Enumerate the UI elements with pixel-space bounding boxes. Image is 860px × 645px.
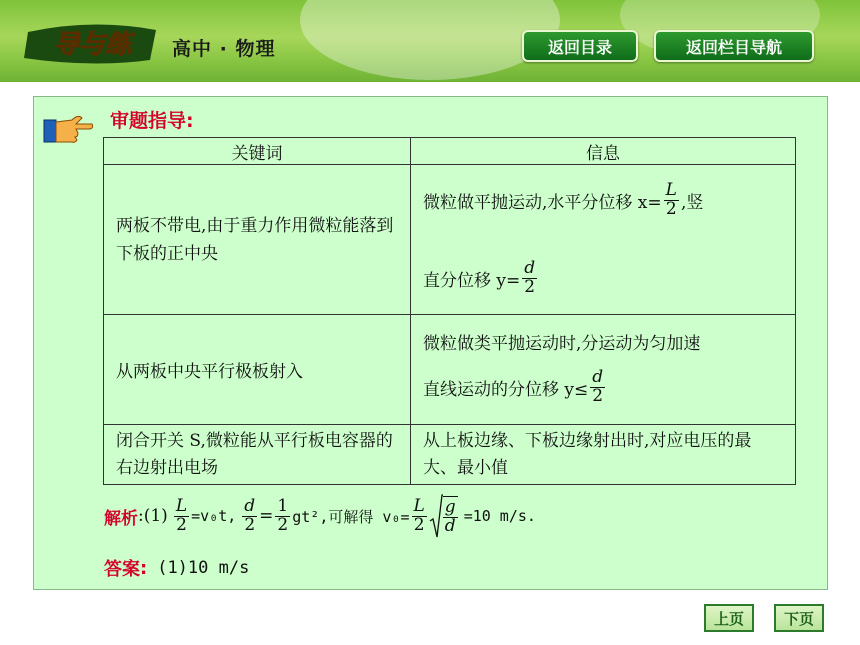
fraction-l-over-2 — [174, 495, 189, 535]
banner-glow — [300, 0, 560, 80]
fraction-denominator: 2 — [277, 514, 289, 535]
fraction-denominator: 2 — [176, 514, 187, 535]
keyword-cell: 两板不带电,由于重力作用微粒能落到下板的正中央 — [104, 165, 411, 315]
logo-icon — [22, 22, 162, 66]
equation-text: gt²,可解得 v₀= — [292, 507, 410, 526]
previous-page-button[interactable]: 上页 — [704, 604, 754, 632]
answer-line — [104, 555, 249, 581]
fraction-numerator: d — [592, 367, 604, 388]
header-info: 信息 — [411, 138, 796, 165]
back-to-column-nav-button[interactable]: 返回栏目导航 — [654, 30, 814, 62]
info-cell — [411, 315, 796, 425]
keyword-cell: 闭合开关 S,微粒能从平行板电容器的右边射出电场 — [104, 425, 411, 485]
info-text: 微粒做平抛运动,水平分位移 x= — [423, 193, 662, 213]
fraction-denominator: 2 — [665, 199, 677, 219]
subject-label: 高中 · 物理 — [172, 38, 276, 60]
info-text: 微粒做类平抛运动时,分运动为匀加速 — [423, 334, 701, 354]
fraction-1-over-2 — [275, 495, 290, 535]
solution-line — [104, 493, 536, 539]
fraction-numerator: L — [175, 495, 188, 516]
section-title: 审题指导: — [110, 110, 194, 132]
solution-colon: : — [138, 506, 144, 526]
equation-text: =v₀t, — [191, 507, 237, 525]
answer-label: 答案 — [104, 559, 140, 580]
logo-text: 导与练 — [52, 30, 132, 60]
info-cell — [411, 165, 796, 315]
equation-text: =10 m/s. — [463, 507, 536, 525]
fraction-denominator: 2 — [592, 386, 604, 406]
fraction-numerator: d — [524, 258, 536, 279]
fraction-denominator: 2 — [244, 514, 256, 535]
fraction-l-over-2 — [412, 495, 427, 535]
solution-label: 解析 — [104, 508, 138, 529]
answer-colon: : — [140, 557, 148, 579]
solution-part: (1) — [143, 506, 168, 526]
fraction-numerator: L — [665, 180, 677, 201]
table-row — [104, 425, 796, 485]
fraction-d-over-2 — [590, 369, 605, 406]
back-to-contents-button[interactable]: 返回目录 — [522, 30, 638, 62]
fraction-d-over-2 — [522, 260, 537, 297]
fraction-denominator: d — [444, 516, 456, 536]
fraction-g-over-d — [443, 496, 458, 536]
square-root — [429, 493, 460, 539]
info-text: 直分位移 y= — [423, 271, 521, 291]
fraction-numerator: d — [244, 495, 256, 516]
info-text: ,竖 — [680, 193, 704, 213]
answer-value: (1)10 m/s — [157, 558, 250, 578]
next-page-button[interactable]: 下页 — [774, 604, 824, 632]
table-header-row — [104, 138, 796, 165]
fraction-denominator: 2 — [413, 514, 425, 535]
fraction-numerator: L — [413, 495, 425, 516]
info-text: 直线运动的分位移 y≤ — [423, 380, 589, 400]
keyword-info-table — [103, 137, 796, 485]
table-row — [104, 315, 796, 425]
header-keyword: 关键词 — [104, 138, 411, 165]
fraction-denominator: 2 — [524, 277, 536, 297]
keyword-cell: 从两板中央平行极板射入 — [104, 315, 411, 425]
fraction-numerator: g — [444, 497, 456, 518]
radical-sign-icon — [429, 493, 443, 539]
pointing-hand-icon — [42, 110, 94, 146]
equation-text: = — [259, 506, 274, 526]
info-cell: 从上板边缘、下板边缘射出时,对应电压的最大、最小值 — [411, 425, 796, 485]
fraction-d-over-2 — [242, 495, 257, 535]
table-row — [104, 165, 796, 315]
fraction-l-over-2 — [664, 182, 679, 219]
fraction-numerator: 1 — [277, 495, 289, 516]
